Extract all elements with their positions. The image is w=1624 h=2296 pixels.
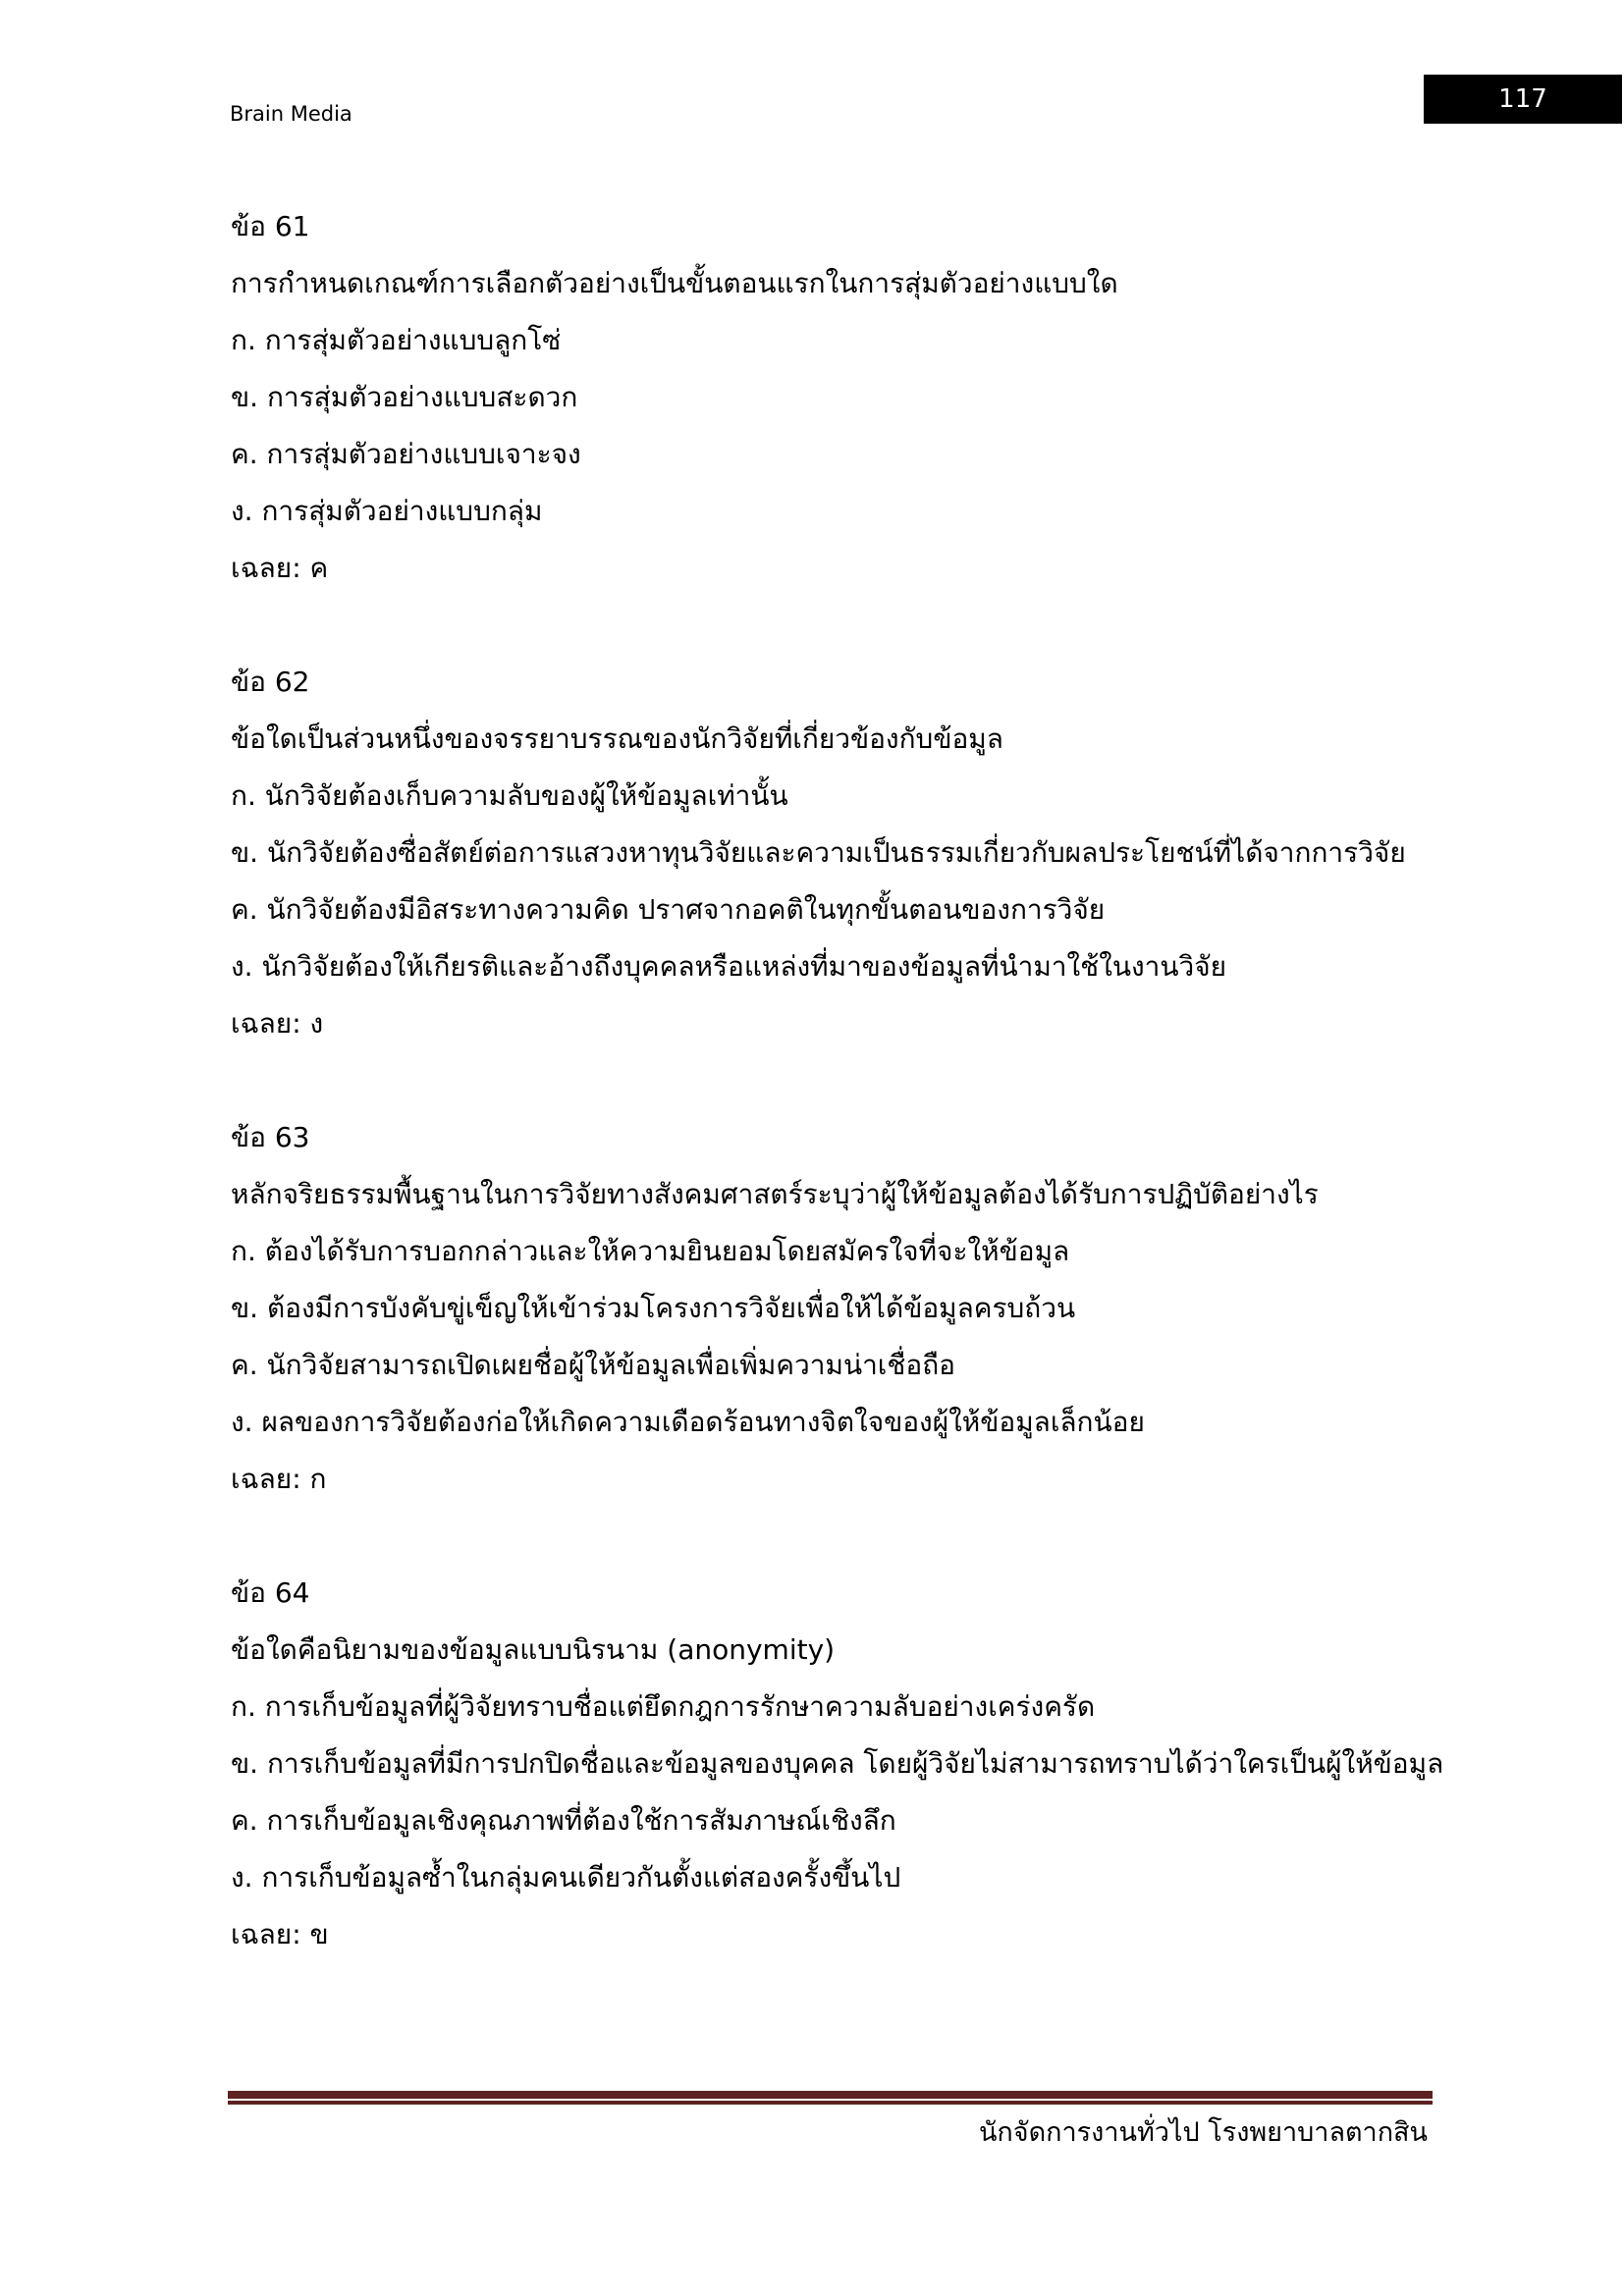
question-stem: การกำหนดเกณฑ์การเลือกตัวอย่างเป็นขั้นตอนแรกในการสุ่มตัวอย่างแบบใด xyxy=(231,267,1118,299)
footer-divider-thick xyxy=(228,2091,1433,2099)
question-stem: ข้อใดคือนิยามของข้อมูลแบบนิรนาม (anonymity) xyxy=(231,1633,836,1666)
page-number-badge xyxy=(1424,75,1622,124)
question-stem: ข้อใดเป็นส่วนหนึ่งของจรรยาบรรณของนักวิจัยที่เกี่ยวข้องกับข้อมูล xyxy=(231,722,1003,755)
question-62 xyxy=(231,654,1458,1052)
question-number: ข้อ 63 xyxy=(231,1121,310,1153)
question-stem: หลักจริยธรรมพื้นฐานในการวิจัยทางสังคมศาสตร์ระบุว่าผู้ให้ข้อมูลต้องได้รับการปฏิบัติอย่างไร xyxy=(231,1178,1319,1210)
page-number: 117 xyxy=(1498,84,1547,114)
answer-key: เฉลย: ข xyxy=(231,1918,329,1950)
question-63 xyxy=(231,1109,1458,1508)
option-b: ข. การเก็บข้อมูลที่มีการปกปิดชื่อและข้อมูลของบุคคล โดยผู้วิจัยไม่สามารถทราบได้ว่าใครเป็นผู้ให้ข้อมูล xyxy=(231,1747,1444,1780)
option-a: ก. ต้องได้รับการบอกกล่าวและให้ความยินยอมโดยสมัครใจที่จะให้ข้อมูล xyxy=(231,1235,1070,1267)
option-c: ค. การเก็บข้อมูลเชิงคุณภาพที่ต้องใช้การสัมภาษณ์เชิงลึก xyxy=(231,1804,896,1837)
footer-divider-thin xyxy=(228,2101,1433,2105)
option-b: ข. ต้องมีการบังคับขู่เข็ญให้เข้าร่วมโครงการวิจัยเพื่อให้ได้ข้อมูลครบถ้วน xyxy=(231,1292,1076,1324)
question-61 xyxy=(231,198,1458,597)
option-c: ค. นักวิจัยต้องมีอิสระทางความคิด ปราศจากอคติในทุกขั้นตอนของการวิจัย xyxy=(231,893,1106,926)
question-number: ข้อ 61 xyxy=(231,210,310,242)
option-d: ง. การสุ่มตัวอย่างแบบกลุ่ม xyxy=(231,495,543,527)
question-list xyxy=(231,198,1458,2020)
question-number: ข้อ 64 xyxy=(231,1576,310,1609)
option-a: ก. การสุ่มตัวอย่างแบบลูกโซ่ xyxy=(231,324,562,356)
option-a: ก. นักวิจัยต้องเก็บความลับของผู้ให้ข้อมูลเท่านั้น xyxy=(231,779,788,812)
question-64 xyxy=(231,1565,1458,1963)
header-brand: Brain Media xyxy=(230,102,352,126)
option-b: ข. นักวิจัยต้องซื่อสัตย์ต่อการแสวงหาทุนวิจัยและความเป็นธรรมเกี่ยวกับผลประโยชน์ที่ได้จากการวิจัย xyxy=(231,836,1406,869)
answer-key: เฉลย: ค xyxy=(231,552,329,584)
answer-key: เฉลย: ก xyxy=(231,1463,327,1495)
option-d: ง. นักวิจัยต้องให้เกียรติและอ้างถึงบุคคลหรือแหล่งที่มาของข้อมูลที่นำมาใช้ในงานวิจัย xyxy=(231,950,1227,983)
option-d: ง. การเก็บข้อมูลซ้ำในกลุ่มคนเดียวกันตั้งแต่สองครั้งขึ้นไป xyxy=(231,1861,901,1894)
option-b: ข. การสุ่มตัวอย่างแบบสะดวก xyxy=(231,381,578,413)
question-number: ข้อ 62 xyxy=(231,666,310,698)
option-d: ง. ผลของการวิจัยต้องก่อให้เกิดความเดือดร้อนทางจิตใจของผู้ให้ข้อมูลเล็กน้อย xyxy=(231,1406,1145,1438)
answer-key: เฉลย: ง xyxy=(231,1007,324,1040)
option-c: ค. การสุ่มตัวอย่างแบบเจาะจง xyxy=(231,438,581,470)
footer-text: นักจัดการงานทั่วไป โรงพยาบาลตากสิน xyxy=(978,2117,1428,2148)
option-a: ก. การเก็บข้อมูลที่ผู้วิจัยทราบชื่อแต่ยึดกฎการรักษาความลับอย่างเคร่งครัด xyxy=(231,1690,1096,1723)
option-c: ค. นักวิจัยสามารถเปิดเผยชื่อผู้ให้ข้อมูลเพื่อเพิ่มความน่าเชื่อถือ xyxy=(231,1349,955,1381)
